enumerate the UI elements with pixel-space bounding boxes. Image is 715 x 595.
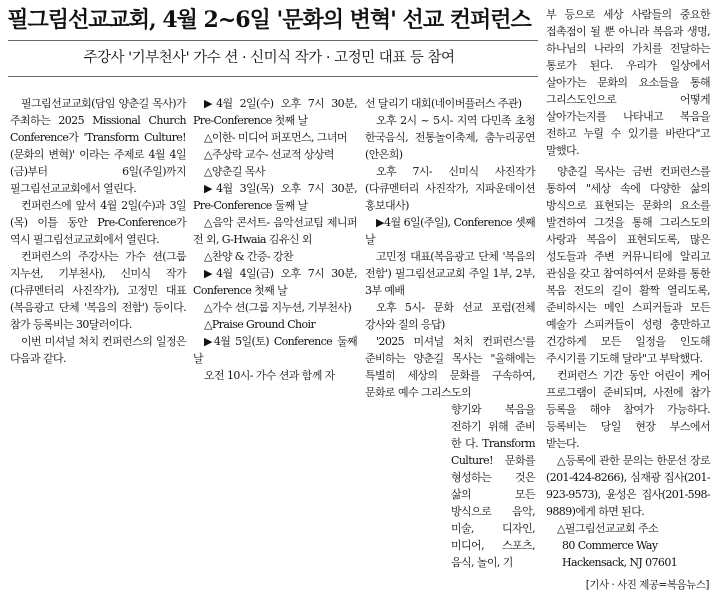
address-label: △필그림선교교회 주소 xyxy=(557,522,658,535)
headline-rule xyxy=(8,40,538,41)
schedule-item: ▶4월 4일(금) 오후 7시 30분, Conference 첫째 날 xyxy=(193,267,357,297)
schedule-item: △이한- 미디어 퍼포먼스, 그녀머 xyxy=(204,131,347,144)
schedule-item: ▶4월 6일(주일), Conference 셋째 날 xyxy=(365,216,535,246)
address-line-1: 80 Commerce Way xyxy=(562,539,658,552)
paragraph: 양춘길 목사는 금번 컨퍼런스를 통하여 "세상 속에 다양한 삶의 방식으로 표현되는 문화의 요소를 발견하여 그것을 통해 그리스도의 사랑과 복음이 표현되도록, 많은 성도들과 주변 커뮤니티에 알리고 관심을 갖고 참여하여서 문화를 통한 복음 전도의 길이 활짝 열리도록, 준비하시는 메인 스피커들과 모든 예술가 스피커들이 성령 충만하고 건강하게 모든 일정을 인도해 주시기를 기도해 달라"고 부탁했다. xyxy=(546,165,710,365)
photo-credit: [기사 · 사진 제공=복음뉴스] xyxy=(585,579,709,591)
paragraph: △등록에 관한 문의는 한문선 장로(201-424-8266), 심재광 집사(201-923-9573), 윤성은 집사(201-598-9889)에게 하면 된다. xyxy=(546,454,710,518)
schedule-item: 오후 2시 ~ 5시- 지역 다민족 초청 한국음식, 전통놀이축제, 춤누리공연(안은희) xyxy=(365,114,535,161)
schedule-item: ▶4월 5일(토) Conference 둘째 날 xyxy=(193,335,357,365)
schedule-item: 고민정 대표(복음광고 단체 '복음의 전함') 필그림선교교회 주일 1부, 2부, 3부 예배 xyxy=(365,250,535,297)
paragraph: 컨퍼런스에 앞서 4월 2일(수)과 3일(목) 이틀 동안 Pre-Conference가 역시 필그림선교교회에서 열린다. xyxy=(10,199,186,246)
schedule-item: △음악 콘서트- 음악선교팀 제니퍼 전 외, G-Hwaia 김유신 외 xyxy=(193,216,357,246)
schedule-item: 오전 10시- 가수 션과 함께 자 xyxy=(204,369,335,382)
address-line-2: Hackensack, NJ 07601 xyxy=(562,556,678,569)
schedule-item: △가수 션(그룹 지누션, 기부천사) xyxy=(204,301,352,314)
schedule-item: △찬양 & 간증- 강찬 xyxy=(204,250,294,263)
church-address xyxy=(546,520,710,571)
paragraph: '2025 미셔널 처치 컨퍼런스'를 준비하는 양춘길 목사는 "올해에는 특별히 세상의 문화를 구속하여, 문화로 예수 그리스도의 xyxy=(365,335,535,399)
paragraph: 부 등으로 세상 사람들의 중요한 접촉점이 될 뿐 아니라 복음과 생명, 하나님의 나라의 가치를 전달하는 통로가 된다. 우리가 일상에서 살아가는 문화의 요소들을 통해 그리스도인으로 어떻게 살아가는지를 나타내고 복음을 전하고 누릴 수 있기를 바란다"고 말했다. xyxy=(546,8,710,157)
schedule-item: ▶4월 2일(수) 오후 7시 30분, Pre-Conference 첫째 날 xyxy=(193,97,357,127)
paragraph: 이번 미셔널 처치 컨퍼런스의 일정은 다음과 같다. xyxy=(10,335,186,365)
paragraph-narrow: 향기와 복음을 전하기 위해 준비 한 다. Transform Culture! 문화를 형성하는 것은 삶의 모든 방식으로 음악, 미술, 디자인, 미디어, 스포츠, 음식, 놀이, 기 xyxy=(451,403,535,569)
paragraph: 컨퍼런스 기간 동안 어린이 케어 프로그램이 준비되며, 사전에 참가 등록을 해야 참여가 가능하다. 등록비는 당일 현장 부스에서 받는다. xyxy=(546,369,710,450)
schedule-item: △주상락 교수- 선교적 상상력 xyxy=(204,148,334,161)
schedule-item: △양춘길 목사 xyxy=(204,165,265,178)
article-column-3 xyxy=(365,95,535,571)
headline: 필그림선교교회, 4월 2~6일 '문화의 변혁' 선교 컨퍼런스 xyxy=(7,7,531,33)
schedule-item: 오후 7시- 신미식 사진작가(다큐멘터리 사진작가, 지파운데이션 홍보대사) xyxy=(365,165,535,212)
article-column-2 xyxy=(193,95,357,384)
schedule-item: 오후 5시- 문화 선교 포럼(전체 강사와 질의 응답) xyxy=(365,301,535,331)
schedule-item: ▶4월 3일(목) 오후 7시 30분, Pre-Conference 둘째 날 xyxy=(193,182,357,212)
paragraph: 컨퍼런스의 주강사는 가수 션(그룹 지누션, 기부천사), 신미식 작가(다큐멘터리 사진작가), 고정민 대표(복음광고 단체 '복음의 전함') 등이다. 참가 등록비는 30달러이다. xyxy=(10,250,186,331)
subhead-rule xyxy=(8,76,538,77)
subheadline: 주강사 '기부천사' 가수 션 · 신미식 작가 · 고정민 대표 등 참여 xyxy=(83,50,455,66)
article-column-4 xyxy=(546,6,710,571)
paragraph: 필그림선교교회(담임 양춘길 목사)가 주최하는 2025 Missional Church Conference가 'Transform Culture!(문화의 변혁)' 이라는 주제로 4월 4일(금)부터 6일(주일)까지 필그림선교교회에서 열린다. xyxy=(10,97,186,195)
article-column-1 xyxy=(10,95,186,367)
schedule-item: 선 달리기 대회(네이버플러스 주관) xyxy=(365,97,522,110)
schedule-item: △Praise Ground Choir xyxy=(204,318,316,331)
